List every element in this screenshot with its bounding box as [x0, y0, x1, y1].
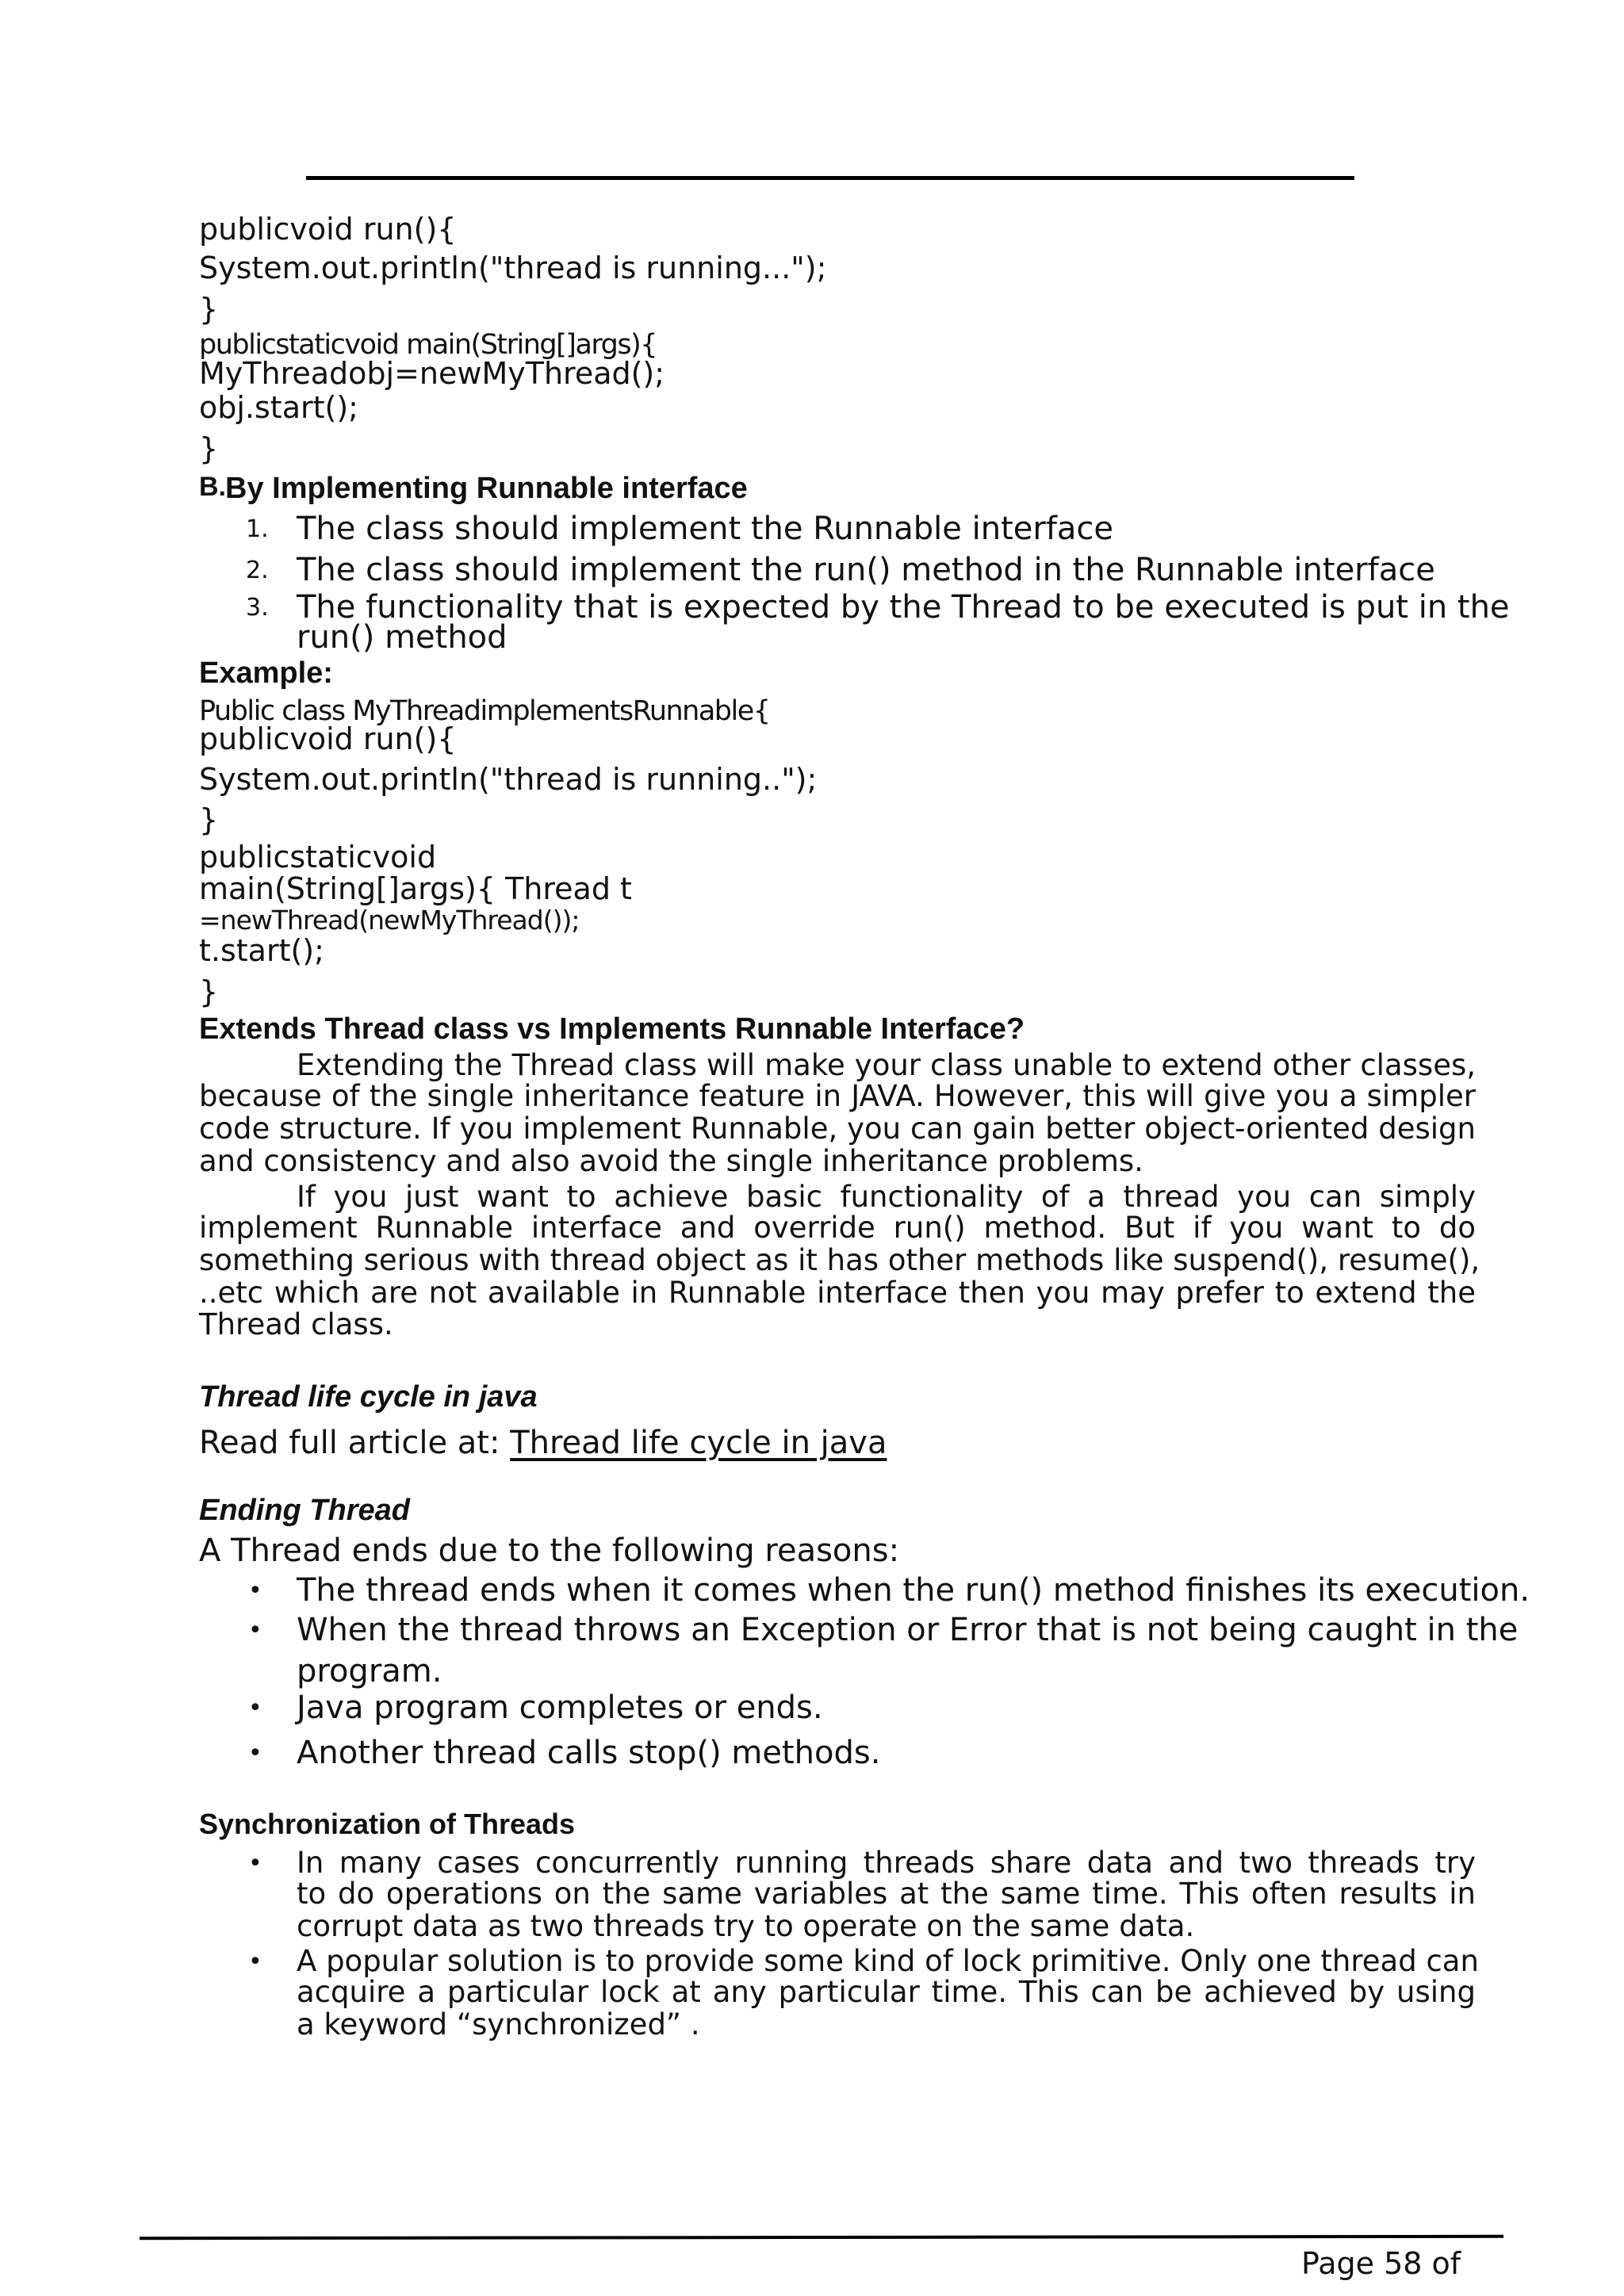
section-marker: B. [199, 472, 226, 502]
paragraph-line: and consistency and also avoid the single inheritance problems. [199, 1144, 1143, 1178]
list-item: The class should implement the run() method in the Runnable interface [297, 552, 1435, 588]
example-label: Example: [199, 656, 333, 690]
ending-item-cont: program. [297, 1653, 442, 1689]
section-heading: By Implementing Runnable interface [225, 472, 748, 505]
footer-rule [140, 2235, 1503, 2240]
sync-line: A popular solution is to provide some kind of lock primitive. Only one thread can [297, 1944, 1479, 1978]
bullet: • [248, 1948, 262, 1976]
ending-item: When the thread throws an Exception or Error that is not being caught in the [297, 1612, 1519, 1648]
bullet: • [248, 1617, 262, 1644]
code-line: publicvoid run(){ [199, 721, 457, 756]
paragraph-line: because of the single inheritance feature in JAVA. However, this will give you a simpler [199, 1079, 1476, 1113]
list-item: The functionality that is expected by the Thread to be executed is put in the [297, 589, 1510, 626]
ending-heading: Ending Thread [199, 1494, 410, 1527]
bullet: • [248, 1577, 262, 1605]
list-item-cont: run() method [297, 619, 508, 656]
code-line: } [199, 802, 219, 837]
sync-line: a keyword “synchronized” . [297, 2007, 700, 2042]
ending-item: Java program completes or ends. [297, 1689, 823, 1726]
sync-line: to do operations on the same variables at the same time. This often results in [297, 1877, 1476, 1911]
sync-heading: Synchronization of Threads [199, 1808, 576, 1840]
code-line: } [199, 431, 219, 466]
paragraph-line: code structure. If you implement Runnable, you can gain better object-oriented design [199, 1112, 1476, 1146]
list-number: 3. [246, 594, 269, 622]
code-line: MyThreadobj=newMyThread(); [199, 356, 665, 391]
code-line: publicstaticvoid main(String[]args){ [199, 329, 657, 361]
code-line: t.start(); [199, 933, 324, 968]
compare-heading: Extends Thread class vs Implements Runnable Interface? [199, 1012, 1025, 1046]
list-item: The class should implement the Runnable interface [297, 511, 1114, 547]
code-line: main(String[]args){ Thread t [199, 871, 632, 906]
ending-item: Another thread calls stop() methods. [297, 1735, 881, 1771]
code-line: obj.start(); [199, 390, 358, 425]
sync-line: In many cases concurrently running threads share data and two threads try [297, 1846, 1476, 1880]
paragraph-line: Thread class. [199, 1307, 393, 1341]
code-line: =newThread(newMyThread()); [199, 905, 580, 936]
lifecycle-text [199, 1427, 887, 1459]
sync-line: acquire a particular lock at any particular time. This can be achieved by using [297, 1975, 1476, 2009]
header-rule [306, 176, 1354, 180]
list-number: 1. [246, 515, 269, 543]
code-line: publicstaticvoid [199, 840, 437, 874]
page-number: Page 58 of [1301, 2246, 1461, 2281]
code-line: publicvoid run(){ [199, 212, 457, 247]
bullet: • [248, 1739, 262, 1767]
paragraph-line: Extending the Thread class will make your class unable to extend other classes, [297, 1048, 1476, 1082]
code-line: Public class MyThreadimplementsRunnable{ [199, 695, 770, 727]
code-line: System.out.println("thread is running..."); [199, 251, 827, 285]
lifecycle-prefix: Read full article at: [199, 1425, 511, 1461]
paragraph-line: ..etc which are not available in Runnable interface then you may prefer to extend the [199, 1276, 1476, 1310]
paragraph-line: If you just want to achieve basic functionality of a thread you can simply [297, 1180, 1476, 1214]
bullet: • [248, 1694, 262, 1722]
lifecycle-heading: Thread life cycle in java [199, 1380, 538, 1414]
code-line: System.out.println("thread is running.."); [199, 762, 818, 797]
paragraph-line: implement Runnable interface and override run() method. But if you want to do [199, 1211, 1476, 1245]
sync-line: corrupt data as two threads try to operate on the same data. [297, 1909, 1195, 1943]
code-line: } [199, 292, 219, 327]
ending-item: The thread ends when it comes when the run() method finishes its execution. [297, 1572, 1530, 1609]
bullet: • [248, 1850, 262, 1877]
lifecycle-link[interactable]: Thread life cycle in java [510, 1425, 887, 1461]
ending-intro: A Thread ends due to the following reasons: [199, 1533, 900, 1569]
list-number: 2. [246, 557, 269, 584]
paragraph-line: something serious with thread object as it has other methods like suspend(), resume(), [199, 1243, 1480, 1277]
code-line: } [199, 974, 219, 1009]
